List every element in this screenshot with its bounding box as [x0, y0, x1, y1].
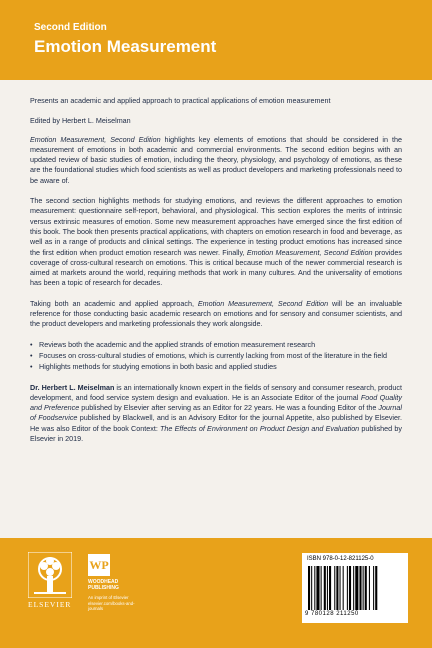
barcode-bar: [347, 566, 348, 610]
bio-text: published by Blackwell, and is an Advisory Editor for the journal Appetite, also published by Elsevier. He was also Editor of the book Context:: [30, 413, 403, 433]
barcode-bar: [365, 566, 367, 610]
imprint-note: [88, 595, 148, 612]
book-title-italic: Emotion Measurement, Second Edition: [246, 247, 373, 257]
description-paragraph-3: [30, 299, 402, 330]
barcode-number: 9 780128 211250: [305, 611, 359, 617]
bio-text: published by Elsevier in 2019.: [30, 423, 402, 444]
paragraph-text: The second section highlights methods for studying emotions, and reviews the different approaches to emotion measurement: questionnaire self-report, behavioral, and physiological. This section explores the merits of intrinsic versus extrinsic measures of emotion. Some new measurement approaches have emerged since the first edition of this book. The book then presents practical applications, with chapters on emotion research in food and beverage, as well as in a range of products and clinical settings. The experience in testing product emotions has increased since the first edition when product emotion research was newer. Finally,: [30, 196, 402, 257]
barcode-bar: [324, 566, 326, 610]
barcode-bar: [343, 566, 344, 610]
imprint-line: An imprint of Elsevier: [88, 595, 129, 600]
woodhead-logo-icon: WP: [88, 554, 110, 576]
paragraph-text: provides coverage of cross-cultural research on emotions. This is critical because much of the newer commercial research is aimed at markets around the world, requiring methods that work in many cultures. And the universality of emotions has been a topic of research for decades.: [30, 247, 402, 288]
bio-text: is an internationally known expert in the fields of sensory and consumer research, product development, and food service system design and evaluation. He is an Associate Editor of the journal: [30, 382, 403, 402]
description-body: [30, 96, 402, 454]
publisher-name-line: WOODHEAD: [88, 579, 119, 585]
list-item: • Reviews both the academic and the applied strands of emotion measurement research: [30, 340, 402, 350]
elsevier-tree-icon: [28, 552, 72, 598]
description-paragraph-1: [30, 135, 402, 186]
publisher-name-line: PUBLISHING: [88, 585, 119, 591]
paragraph-text: highlights key elements of emotions that should be considered in the measurement of emotions in both academic and commercial environments. The second edition begins with an updated review of basic studies of emotion, including the theory, physiology, and psychology of emotions, as these are the foundational studies which food scientists as well as product developers and marketing professionals need to be aware of.: [30, 134, 402, 185]
book-title-italic: Emotion Measurement, Second Edition: [30, 134, 161, 144]
barcode-bar: [375, 566, 377, 610]
barcode-bar: [327, 566, 328, 610]
bio-text: published by Elsevier after serving as an Editor for 22 years. He was a founding Editor of the: [79, 403, 379, 413]
author-bio: [30, 383, 402, 445]
barcode-bar: [329, 566, 331, 610]
paragraph-text: will be an invaluable reference for those conducting basic academic research on emotions and for sensory and consumer scientists, and the product developers and marketing professionals they work alongside.: [30, 298, 403, 329]
book-title-italic: Emotion Measurement, Second Edition: [197, 298, 329, 308]
barcode-bar: [369, 566, 370, 610]
header-band: [0, 0, 432, 80]
isbn-text: ISBN 978-0-12-821125-0: [307, 556, 374, 562]
description-paragraph-2: [30, 196, 402, 289]
feature-list: [30, 340, 402, 373]
barcode-bar: [334, 566, 335, 610]
edition-label: Second Edition: [34, 22, 107, 33]
barcode-bar: [311, 566, 312, 610]
editor-line: Edited by Herbert L. Meiselman: [30, 116, 131, 126]
barcode-bar: [373, 566, 374, 610]
paragraph-text: Taking both an academic and applied approach,: [30, 298, 198, 308]
journal-title: Journal of Foodservice: [30, 403, 402, 423]
book-title: Emotion Measurement: [34, 37, 217, 56]
book-title-italic: The Effects of Environment on Product Design and Evaluation: [160, 423, 360, 433]
list-item: • Focuses on cross-cultural studies of emotions, which is currently lacking from most of the literature in the field: [30, 351, 402, 361]
barcode-bar: [336, 566, 338, 610]
barcode-bar: [314, 566, 315, 610]
barcode-bar: [355, 566, 358, 610]
barcode-bar: [316, 566, 319, 610]
publisher-logos: [28, 552, 148, 622]
publisher-name: [88, 579, 119, 591]
barcode-bar: [349, 566, 351, 610]
author-name: Dr. Herbert L. Meiselman: [30, 382, 115, 392]
list-item: • Highlights methods for studying emotions in both basic and applied studies: [30, 362, 402, 372]
barcode-label: [302, 553, 408, 623]
imprint-url: elsevier.com/books-and-journals: [88, 600, 135, 611]
barcode-bar: [321, 566, 322, 610]
barcode-bar: [363, 566, 364, 610]
journal-title: Food Quality and Preference: [30, 392, 403, 413]
tagline: Presents an academic and applied approach to practical applications of emotion measurement: [30, 96, 331, 105]
barcode-bar: [359, 566, 361, 610]
elsevier-logo-text: ELSEVIER: [28, 600, 72, 609]
barcode-bar: [340, 566, 341, 610]
barcode-bar: [353, 566, 354, 610]
barcode-bar: [308, 566, 310, 610]
barcode-icon: [308, 566, 402, 610]
